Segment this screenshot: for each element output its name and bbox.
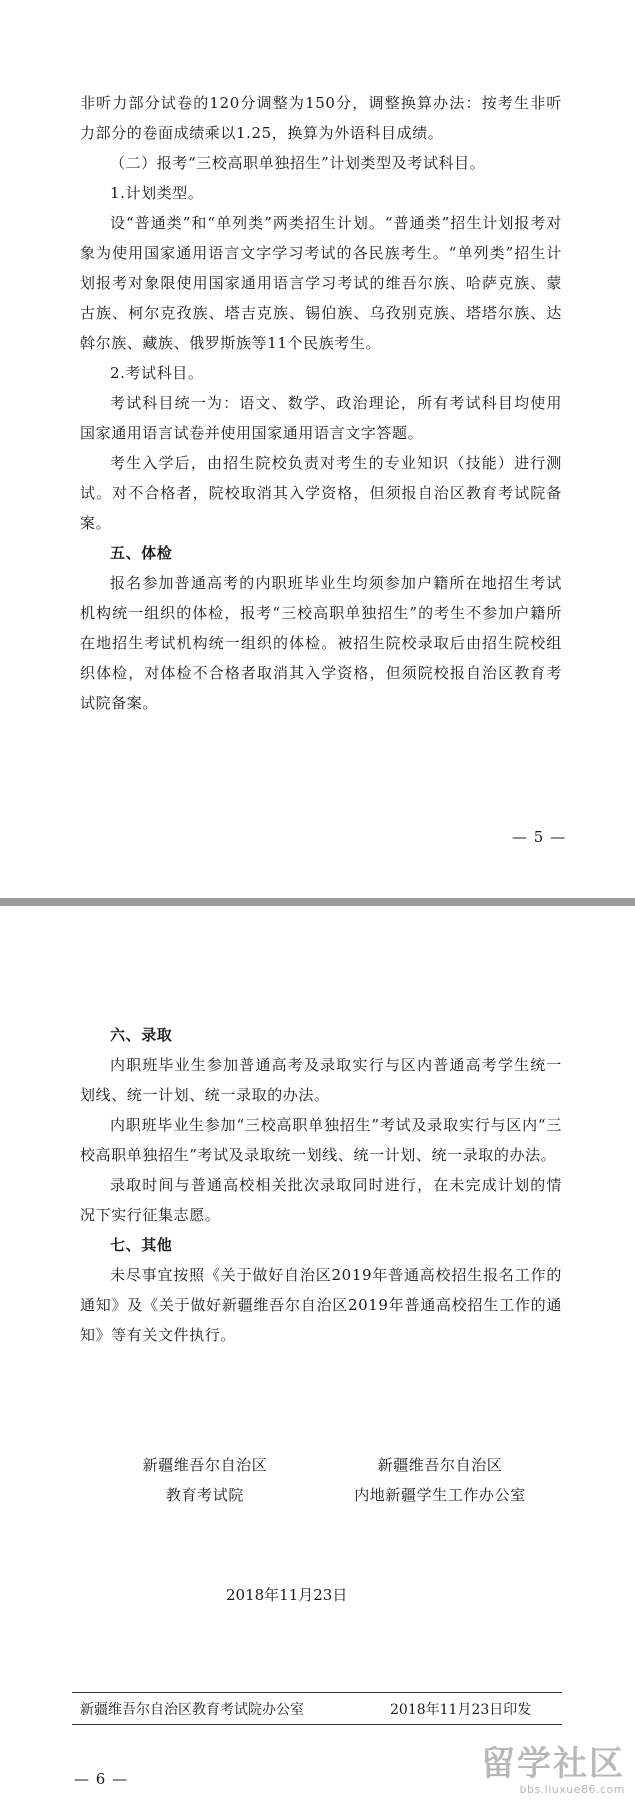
footer-bottom-rule bbox=[72, 1724, 562, 1725]
site-watermark bbox=[481, 1745, 625, 1796]
paragraph-admission-3: 录取时间与普通高校相关批次录取同时进行，在未完成计划的情况下实行征集志愿。 bbox=[80, 1176, 562, 1224]
page-5-body bbox=[80, 88, 562, 718]
signatory-right-line-2: 内地新疆学生工作办公室 bbox=[354, 1486, 526, 1504]
signatory-left bbox=[110, 1450, 300, 1510]
paragraph-admission-2: 内职班毕业生参加“三校高职单独招生”考试及录取实行与区内“三校高职单独招生”考试及录取统一划线、统一计划、统一录取的办法。 bbox=[80, 1116, 562, 1164]
sign-date: 2018年11月23日 bbox=[226, 1586, 348, 1604]
heading-admission: 六、录取 bbox=[110, 1026, 173, 1044]
paragraph-enrollment-test: 考生入学后，由招生院校负责对考生的专业知识（技能）进行测试。对不合格者，院校取消其入学资格，但须报自治区教育考试院备案。 bbox=[80, 454, 562, 532]
page-number-6: — 6 — bbox=[74, 1770, 129, 1788]
item-exam-subjects: 2.考试科目。 bbox=[110, 364, 204, 382]
paragraph-physical-exam: 报名参加普通高考的内职班毕业生均须参加户籍所在地招生考试机构统一组织的体检，报考“三校高职单独招生”的考生不参加户籍所在地招生考试机构统一组织的体检。被招生院校录取后由招生院校组织体检，对体检不合格者取消其入学资格，但须院校报自治区教育考试院备案。 bbox=[80, 574, 562, 712]
paragraph-other: 未尽事宜按照《关于做好自治区2019年普通高校招生报名工作的通知》及《关于做好新疆维吾尔自治区2019年普通高校招生工作的通知》等有关文件执行。 bbox=[80, 1266, 562, 1344]
paragraph-plan-description: 设“普通类”和“单列类”两类招生计划。“普通类”招生计划报考对象为使用国家通用语言文字学习考试的各民族考生。“单列类”招生计划报考对象限使用国家通用语言学习考试的维吾尔族、哈萨克族、蒙古族、柯尔克孜族、塔吉克族、锡伯族、乌孜别克族、塔塔尔族、达斡尔族、藏族、俄罗斯族等11个民族考生。 bbox=[80, 214, 562, 352]
page-number-5: — 5 — bbox=[512, 828, 567, 846]
signatory-right bbox=[325, 1450, 555, 1510]
page-divider bbox=[0, 898, 635, 906]
document-page-6 bbox=[0, 906, 635, 1802]
page-6-body bbox=[80, 1020, 562, 1350]
signatory-right-line-1: 新疆维吾尔自治区 bbox=[377, 1456, 503, 1474]
heading-physical-exam: 五、体检 bbox=[110, 544, 173, 562]
watermark-title: 留学社区 bbox=[481, 1744, 625, 1784]
footer-top-rule bbox=[72, 1692, 562, 1693]
signatory-left-line-1: 新疆维吾尔自治区 bbox=[142, 1456, 268, 1474]
subheading-plan-types: （二）报考“三校高职单独招生”计划类型及考试科目。 bbox=[110, 154, 486, 172]
watermark-url: bbs.liuxue86.com bbox=[519, 1783, 625, 1796]
paragraph-listening-score: 非听力部分试卷的120分调整为150分，调整换算办法：按考生非听力部分的卷面成绩乘以1.25，换算为外语科目成绩。 bbox=[80, 94, 562, 142]
footer-organization: 新疆维吾尔自治区教育考试院办公室 bbox=[80, 1702, 304, 1718]
document-page-5 bbox=[0, 0, 635, 898]
heading-other: 七、其他 bbox=[110, 1236, 173, 1254]
item-plan-type: 1.计划类型。 bbox=[110, 184, 204, 202]
paragraph-exam-subjects: 考试科目统一为：语文、数学、政治理论，所有考试科目均使用国家通用语言试卷并使用国家通用语言文字答题。 bbox=[80, 394, 562, 442]
signatory-left-line-2: 教育考试院 bbox=[165, 1486, 244, 1504]
paragraph-admission-1: 内职班毕业生参加普通高考及录取实行与区内普通高考学生统一划线、统一计划、统一录取的办法。 bbox=[80, 1056, 562, 1104]
footer-issue-date: 2018年11月23日印发 bbox=[390, 1702, 532, 1718]
